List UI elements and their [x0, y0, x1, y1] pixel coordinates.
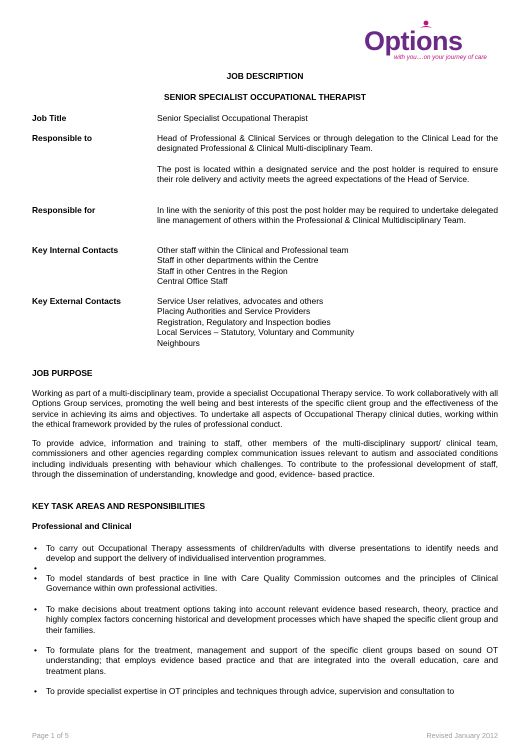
list-item: Central Office Staff: [157, 276, 228, 287]
external-contacts-label: Key External Contacts: [32, 296, 121, 306]
revision-date: Revised January 2012: [426, 731, 498, 740]
responsible-to-paragraph: The post is located within a designated service and the post holder is required to ensure their role delivery and activity meets the agreed expectations of the Head of Service.: [157, 163, 498, 185]
external-contacts-list: [157, 296, 498, 348]
internal-contacts-list: [157, 245, 498, 287]
bullet-icon: •: [34, 645, 37, 655]
logo-tagline: with you....on your journey of care: [394, 54, 487, 61]
bullet-icon: •: [34, 573, 37, 583]
job-title-label: Job Title: [32, 113, 67, 123]
responsible-to-label: Responsible to: [32, 133, 93, 143]
bullet-icon: •: [34, 686, 37, 696]
options-logo: [362, 18, 502, 66]
job-purpose-paragraph: To provide advice, information and training to staff, other members of the multi-disciplinary support/ clinical team, commissioners and other agencies regarding complex communication issues relevant to autism and associated conditions including individuals presenting with behaviour which challenges. To contribute to the professional development of staff, through the dissemination of understanding, knowledge and good, evidence- based practice.: [32, 438, 498, 480]
responsible-to-paragraph: Head of Professional & Clinical Services or through delegation to the Clinical Lead for the designated Professional & Clinical Multi-disciplinary Team.: [157, 133, 498, 154]
page-number: Page 1 of 5: [32, 731, 69, 740]
job-title-value: Senior Specialist Occupational Therapist: [157, 113, 308, 123]
list-item: Registration, Regulatory and Inspection bodies: [157, 316, 331, 327]
list-item: Staff in other Centres in the Region: [157, 265, 288, 276]
job-purpose-heading: JOB PURPOSE: [32, 368, 93, 378]
responsible-for-value: In line with the seniority of this post the post holder may be required to undertake delegated line management of others within the Professional & Clinical Multidisciplinary Team.: [157, 205, 498, 226]
list-item: Staff in other departments within the Centre: [157, 255, 319, 266]
internal-contacts-label: Key Internal Contacts: [32, 245, 119, 255]
list-item: Neighbours: [157, 337, 200, 348]
job-purpose-paragraph: Working as part of a multi-disciplinary team, provide a specialist Occupational Therapy service. To work collaboratively with all Options Group services, promoting the well being and best interests of the specific client group and the effectiveness of the service in achieving its aims and objectives. To undertake all aspects of Occupational Therapy clinical duties, working within the ethical framework provided by the rules of professional conduct.: [32, 388, 498, 430]
logo-wordmark: Options: [364, 26, 463, 56]
bullet-icon: •: [34, 604, 37, 614]
bullet-icon: •: [34, 543, 37, 553]
bullet-icon: •: [34, 563, 37, 573]
list-item: Local Services – Statutory, Voluntary and Community: [157, 327, 355, 338]
document-heading: JOB DESCRIPTION: [226, 71, 304, 81]
list-item: Service User relatives, advocates and others: [157, 296, 324, 306]
responsible-for-label: Responsible for: [32, 205, 96, 215]
responsible-to-value: [157, 133, 498, 185]
key-tasks-heading: KEY TASK AREAS AND RESPONSIBILITIES: [32, 501, 206, 511]
list-item: Other staff within the Clinical and Professional team: [157, 245, 349, 255]
list-item: Placing Authorities and Service Providers: [157, 306, 311, 317]
professional-clinical-subheading: Professional and Clinical: [32, 521, 132, 531]
role-title: SENIOR SPECIALIST OCCUPATIONAL THERAPIST: [164, 92, 366, 102]
